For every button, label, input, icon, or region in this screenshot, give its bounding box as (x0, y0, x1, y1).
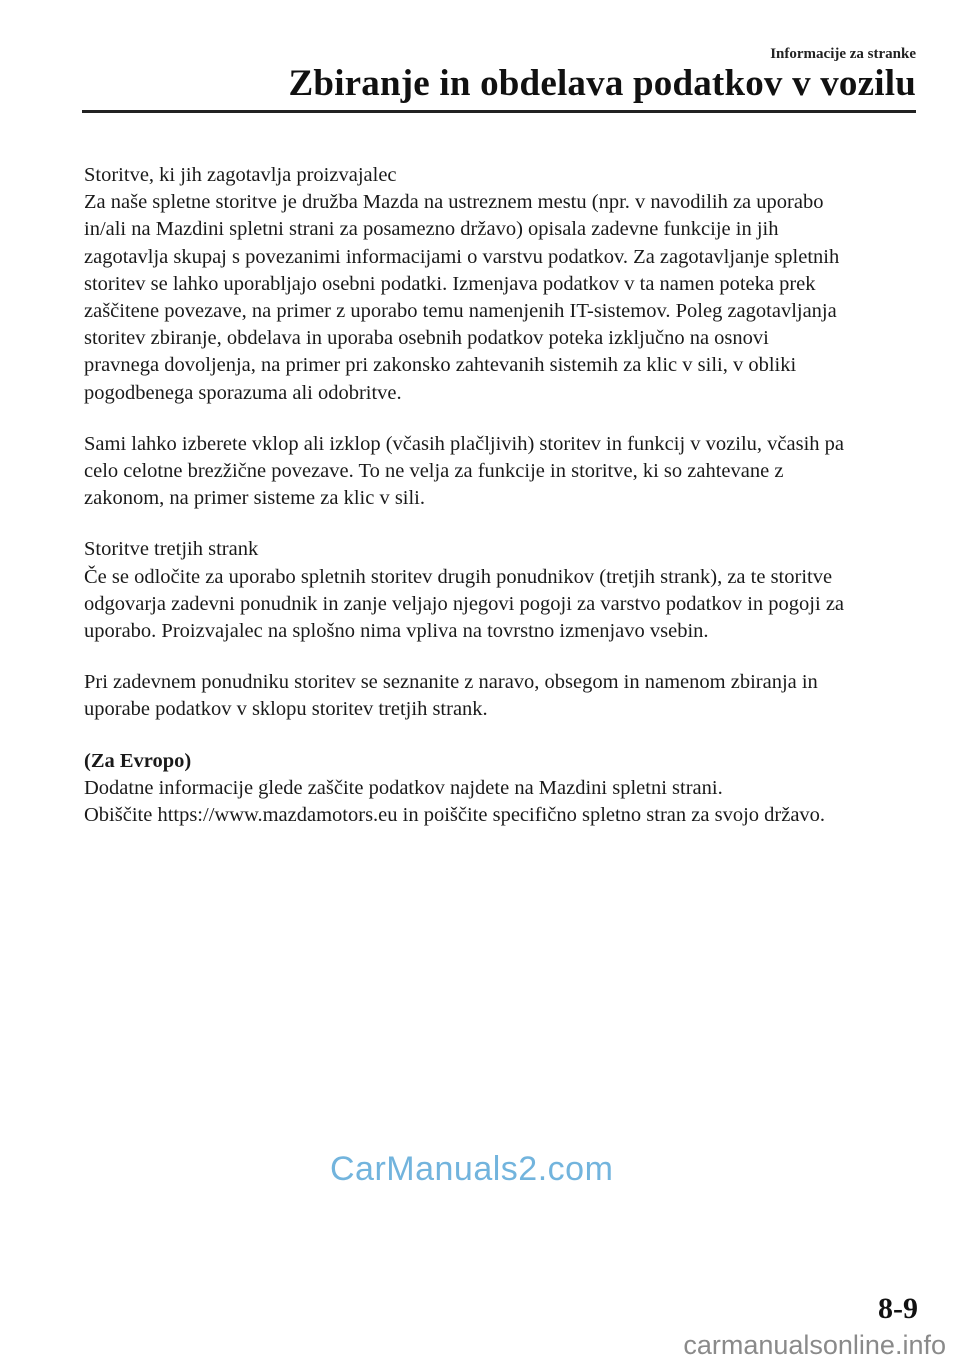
text-line: Za naše spletne storitve je družba Mazda na ustreznem mestu (npr. v navodilih za uporabo (84, 191, 824, 214)
subheading-europe: (Za Evropo) (84, 749, 192, 772)
footer-watermark: carmanualsonline.info (683, 1330, 946, 1360)
text-line: uporabo. Proizvajalec na splošno nima vpliva na tovrstno izmenjavo vsebin. (84, 620, 709, 643)
text-line: zakonom, na primer sisteme za klic v sili. (84, 487, 426, 510)
paragraph-third-party-info (84, 669, 916, 723)
text-line: uporabe podatkov v sklopu storitev tretjih strank. (84, 698, 488, 721)
page-content (84, 162, 916, 853)
text-line: celo celotne brezžične povezave. To ne velja za funkcije in storitve, ki so zahtevane z (84, 460, 784, 483)
text-line: Obiščite https://www.mazdamotors.eu in poiščite specifično spletno stran za svojo državo. (84, 804, 826, 827)
text-line: Sami lahko izberete vklop ali izklop (včasih plačljivih) storitev in funkcij v vozilu, včasih pa (84, 432, 845, 455)
text-line: Če se odločite za uporabo spletnih storitev drugih ponudnikov (tretjih strank), za te storitve (84, 565, 833, 588)
paragraph-manufacturer-services (84, 162, 916, 407)
text-line: Dodatne informacije glede zaščite podatkov najdete na Mazdini spletni strani. (84, 776, 723, 799)
text-line: Storitve tretjih strank (84, 538, 259, 561)
page-number: 8-9 (878, 1292, 918, 1325)
header-divider (82, 110, 916, 113)
text-line: pravnega dovoljenja, na primer pri zakonsko zahtevanih sistemih za klic v sili, v obliki (84, 354, 797, 377)
paragraph-third-party-services (84, 536, 916, 645)
text-line: storitev se lahko uporabljajo osebni podatki. Izmenjava podatkov v ta namen poteka prek (84, 272, 816, 295)
text-line: zagotavlja skupaj s povezanimi informacijami o varstvu podatkov. Za zagotavljanje spletnih (84, 245, 840, 268)
paragraph-europe (84, 748, 916, 830)
section-label: Informacije za stranke (770, 46, 916, 62)
text-line: storitev zbiranje, obdelava in uporaba osebnih podatkov poteka izključno na osnovi (84, 327, 769, 350)
text-line: odgovarja zadevni ponudnik in zanje veljajo njegovi pogoji za varstvo podatkov in pogoji za (84, 592, 845, 615)
text-line: in/ali na Mazdini spletni strani za posamezno državo) opisala zadevne funkcije in jih (84, 218, 779, 241)
text-line: Pri zadevnem ponudniku storitev se seznanite z naravo, obsegom in namenom zbiranja in (84, 671, 818, 694)
paragraph-toggle-services (84, 431, 916, 513)
text-line: Storitve, ki jih zagotavlja proizvajalec (84, 164, 397, 186)
watermark-logo: CarManuals2.com (330, 1150, 614, 1188)
text-line: zaščitene povezave, na primer z uporabo temu namenjenih IT-sistemov. Poleg zagotavljanja (84, 300, 837, 323)
text-line: pogodbenega sporazuma ali odobritve. (84, 381, 402, 404)
page-title: Zbiranje in obdelava podatkov v vozilu (288, 63, 916, 104)
